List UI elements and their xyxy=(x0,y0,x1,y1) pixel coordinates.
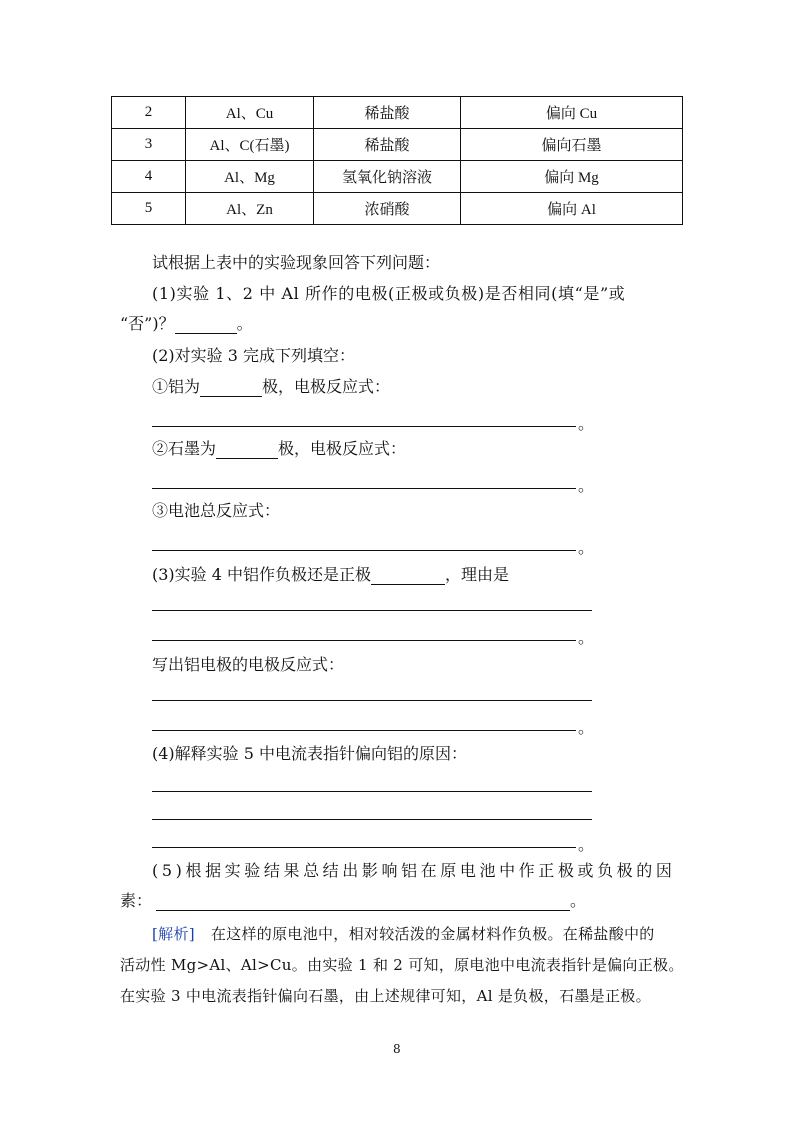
electrode-materials: Al、Mg xyxy=(186,161,314,193)
question-2a xyxy=(152,377,390,397)
period: 。 xyxy=(578,835,595,854)
answer-line-3c[interactable] xyxy=(152,700,592,701)
ammeter-deflection: 偏向 Al xyxy=(461,193,683,225)
electrolyte: 氢氧化钠溶液 xyxy=(314,161,461,193)
question-3-write: 写出铝电极的电极反应式： xyxy=(152,655,345,674)
question-2b xyxy=(152,439,406,459)
question-3 xyxy=(152,565,509,585)
table-row xyxy=(112,193,683,225)
row-number: 3 xyxy=(112,129,186,161)
analysis-label: [解析] xyxy=(152,925,195,943)
analysis-line-1 xyxy=(152,924,655,944)
question-3-prefix: (3)实验 4 中铝作负极还是正极 xyxy=(152,565,372,584)
answer-line-4c[interactable] xyxy=(152,847,576,848)
experiment-table xyxy=(111,96,683,225)
period: 。 xyxy=(578,538,595,557)
table-row xyxy=(112,161,683,193)
ammeter-deflection: 偏向 Cu xyxy=(461,97,683,129)
electrode-materials: Al、Cu xyxy=(186,97,314,129)
row-number: 5 xyxy=(112,193,186,225)
analysis-line-2: 活动性 Mg>Al、Al>Cu。由实验 1 和 2 可知，原电池中电流表指针是偏向正极。 xyxy=(120,956,684,974)
question-4: (4)解释实验 5 中电流表指针偏向铝的原因： xyxy=(152,744,468,763)
answer-blank-q5[interactable] xyxy=(156,893,570,911)
period: 。 xyxy=(578,414,595,433)
electrode-materials: Al、Zn xyxy=(186,193,314,225)
questions-intro: 试根据上表中的实验现象回答下列问题： xyxy=(152,253,441,272)
period: 。 xyxy=(578,628,595,647)
question-5-prefix: 素： xyxy=(120,891,153,910)
question-2c: ③电池总反应式： xyxy=(152,501,281,520)
answer-line-4a[interactable] xyxy=(152,791,592,792)
page-number: 8 xyxy=(393,1042,401,1056)
question-2b-prefix: ②石墨为 xyxy=(152,439,217,458)
period: 。 xyxy=(236,314,253,333)
answer-line-3a[interactable] xyxy=(152,610,592,611)
question-2a-suffix: 极，电极反应式： xyxy=(262,377,391,396)
question-3-suffix: ，理由是 xyxy=(445,565,510,584)
question-2-heading: (2)对实验 3 完成下列填空： xyxy=(152,346,356,365)
period: 。 xyxy=(578,718,595,737)
question-1-text: (1)实验 1、2 中 Al 所作的电极(正极或负极)是否相同(填“是”或 xyxy=(152,284,626,303)
question-2a-prefix: ①铝为 xyxy=(152,377,201,396)
question-5-continuation xyxy=(120,891,586,911)
electrolyte: 浓硝酸 xyxy=(314,193,461,225)
question-5-text: (5)根据实验结果总结出影响铝在原电池中作正极或负极的因 xyxy=(152,861,676,880)
answer-line-4b[interactable] xyxy=(152,819,592,820)
row-number: 2 xyxy=(112,97,186,129)
table-row xyxy=(112,97,683,129)
analysis-text-1: 在这样的原电池中，相对较活泼的金属材料作负极。在稀盐酸中的 xyxy=(210,925,655,943)
answer-blank-graphite-pole[interactable] xyxy=(216,441,278,459)
row-number: 4 xyxy=(112,161,186,193)
period: 。 xyxy=(570,891,587,910)
answer-line-3b[interactable] xyxy=(152,640,576,641)
question-2b-suffix: 极，电极反应式： xyxy=(278,439,407,458)
answer-line-3d[interactable] xyxy=(152,730,576,731)
analysis-line-3: 在实验 3 中电流表指针偏向石墨，由上述规律可知，Al 是负极，石墨是正极。 xyxy=(120,987,651,1005)
answer-blank-aluminum-pole[interactable] xyxy=(200,379,262,397)
answer-line-2c[interactable] xyxy=(152,550,576,551)
ammeter-deflection: 偏向 Mg xyxy=(461,161,683,193)
question-1-prefix: “否”)？ xyxy=(120,314,175,333)
answer-line-2a[interactable] xyxy=(152,426,576,427)
period: 。 xyxy=(578,476,595,495)
electrolyte: 稀盐酸 xyxy=(314,97,461,129)
ammeter-deflection: 偏向石墨 xyxy=(461,129,683,161)
electrolyte: 稀盐酸 xyxy=(314,129,461,161)
question-1-continuation xyxy=(120,314,253,334)
answer-line-2b[interactable] xyxy=(152,488,576,489)
answer-blank-q3[interactable] xyxy=(371,567,445,585)
answer-blank-q1[interactable] xyxy=(175,316,237,334)
table-row xyxy=(112,129,683,161)
electrode-materials: Al、C(石墨) xyxy=(186,129,314,161)
